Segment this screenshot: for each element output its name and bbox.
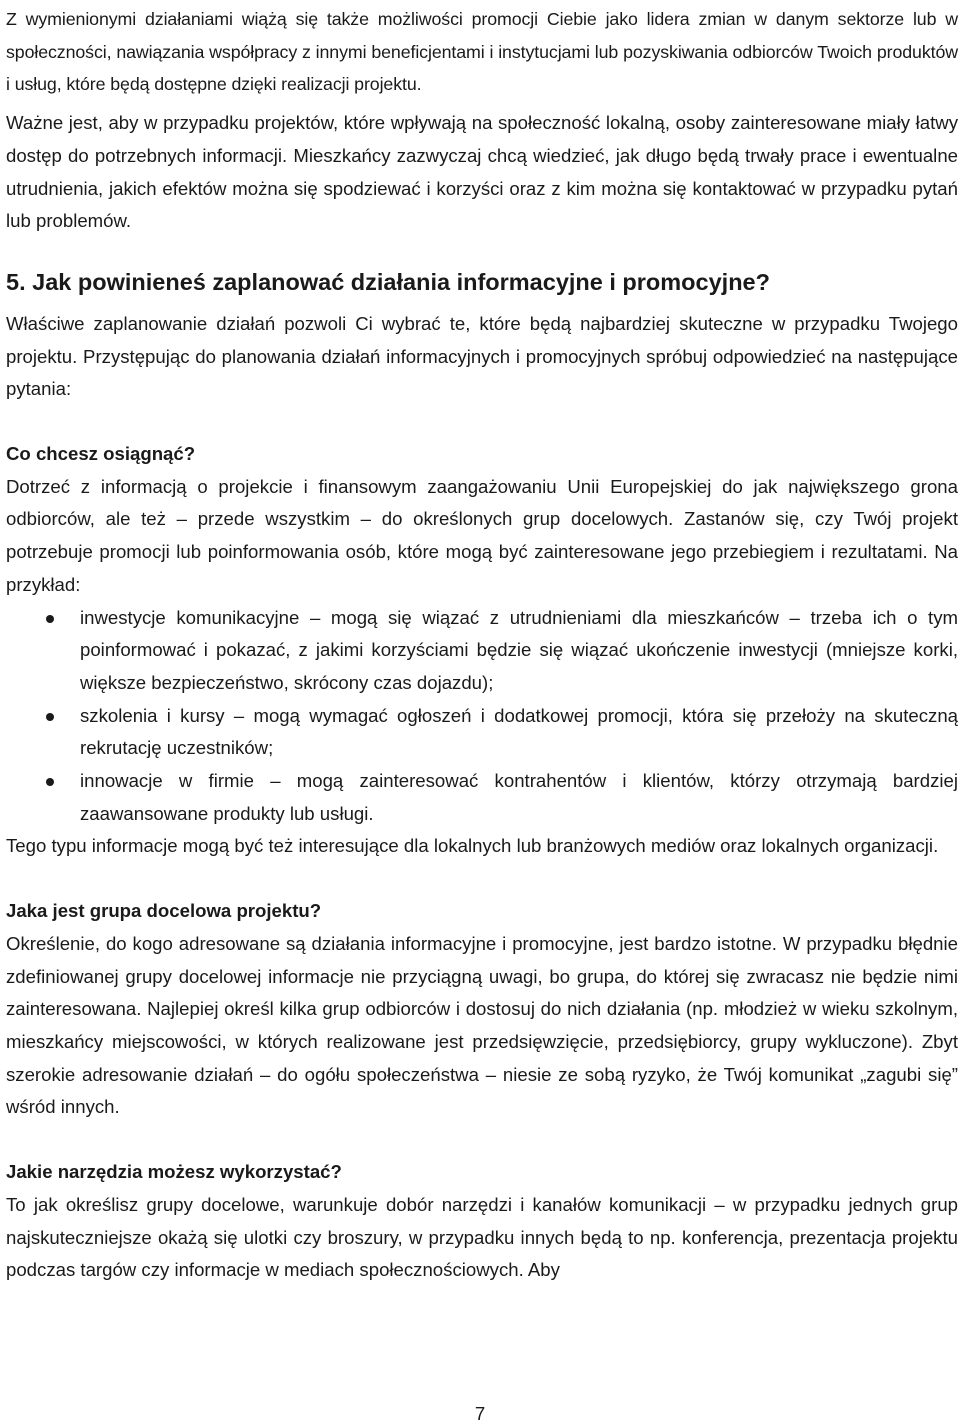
section-heading: 5. Jak powinieneś zaplanować działania informacyjne i promocyjne? [6, 268, 770, 295]
page-number: 7 [474, 1403, 486, 1424]
tools-question-heading: Jakie narzędzia możesz wykorzystać? [6, 1161, 342, 1183]
section-intro-paragraph: Właściwe zaplanowanie działań pozwoli Ci wybrać te, które będą najbardziej skuteczne w przypadku Twojego projektu. Przystępując do planowania działań informacyjnych i promocyjnych spróbuj odpowiedzieć na następujące pytania: [6, 312, 958, 400]
bullet-icon [46, 778, 54, 786]
list-item-text: innowacje w firmie – mogą zainteresować kontrahentów i klientów, którzy otrzymają bardziej zaawansowane produkty lub usługi. [80, 770, 958, 824]
bullet-icon [46, 615, 54, 623]
list-item [6, 602, 958, 700]
target-group-paragraph: Określenie, do kogo adresowane są działania informacyjne i promocyjne, jest bardzo istotne. W przypadku błędnie zdefiniowanej grupy docelowej informacje nie przyciągną uwagi, bo grupa, do której się zwracasz nie będzie nimi zainteresowana. Najlepiej określ kilka grup odbiorców i dostosuj do nich działania (np. młodzież w wieku szkolnym, mieszkańcy miejscowości, w których realizowane jest przedsięwzięcie, przedsiębiorcy, grupy wykluczone). Zbyt szerokie adresowanie działań – do ogółu społeczeństwa – niesie ze sobą ryzyko, że Twój komunikat „zagubi się” wśród innych. [6, 932, 958, 1118]
document-page [6, 0, 958, 1287]
goal-question-heading: Co chcesz osiągnąć? [6, 443, 196, 465]
goal-paragraph: Dotrzeć z informacją o projekcie i finansowym zaangażowaniu Unii Europejskiej do jak największego grona odbiorców, ale też – przede wszystkim – do określonych grup docelowych. Zastanów się, czy Twój projekt potrzebuje promocji lub poinformowania osób, które mogą być zainteresowane jego przebiegiem i rezultatami. Na przykład: [6, 475, 958, 595]
tools-paragraph: To jak określisz grupy docelowe, warunkuje dobór narzędzi i kanałów komunikacji – w przypadku jednych grup najskuteczniejsze okażą się ulotki czy broszury, w przypadku innych będą to np. konferencja, prezentacja projektu podczas targów czy informacje w mediach społecznościowych. Aby [6, 1193, 958, 1281]
list-item [6, 765, 958, 830]
goal-after-paragraph: Tego typu informacje mogą być też interesujące dla lokalnych lub branżowych mediów oraz lokalnych organizacji. [6, 835, 939, 857]
bullet-icon [46, 713, 54, 721]
list-item-text: szkolenia i kursy – mogą wymagać ogłoszeń i dodatkowej promocji, która się przełoży na skuteczną rekrutację uczestników; [80, 704, 958, 759]
intro-paragraph: Z wymienionymi działaniami wiążą się także możliwości promocji Ciebie jako lidera zmian w danym sektorze lub w społeczności, nawiązania współpracy z innymi beneficjentami i instytucjami lub pozyskiwania odbiorców Twoich produktów i usług, które będą dostępne dzięki realizacji projektu. [6, 9, 958, 95]
examples-list [6, 602, 958, 831]
local-community-paragraph: Ważne jest, aby w przypadku projektów, które wpływają na społeczność lokalną, osoby zainteresowane miały łatwy dostęp do potrzebnych informacji. Mieszkańcy zazwyczaj chcą wiedzieć, jak długo będą trwały prace i ewentualne utrudnienia, jakich efektów można się spodziewać i korzyści oraz z kim można się kontaktować w przypadku pytań lub problemów. [6, 112, 958, 232]
list-item-text: inwestycje komunikacyjne – mogą się wiązać z utrudnieniami dla mieszkańców – trzeba ich o tym poinformować i pokazać, z jakimi korzyściami będzie się wiązać ukończenie inwestycji (mniejsze korki, większe bezpieczeństwo, skrócony czas dojazdu); [80, 606, 958, 693]
list-item [6, 700, 958, 765]
target-group-question-heading: Jaka jest grupa docelowa projektu? [6, 900, 322, 922]
